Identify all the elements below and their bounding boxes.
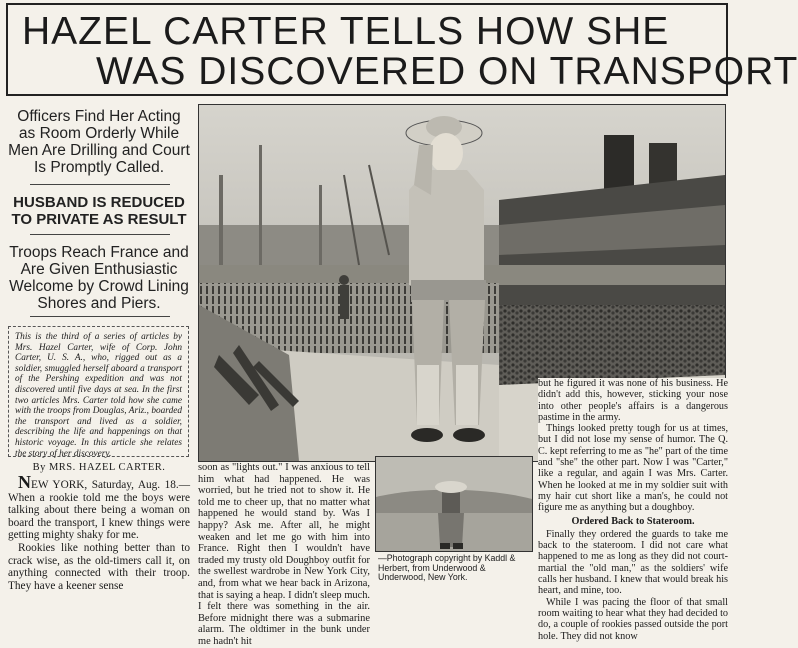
paragraph: soon as "lights out." I was anxious to tell him what had happened. He was worried, but he tried not to show it. He told me to cheer up, that no matter what happened he would stand by. Was I happy? Ask me. After all, he might weaken and let me go with him into France. Right then I wouldn't have traded my trusty old Doughboy outfit for the swellest wardrobe in New York City, and, from what we hear back in Arizona, that is saying a heap. I didn't sleep much. I felt there was something in the air. Before midnight there was a submarine alarm. The oldtimer in the bunk under me hadn't hit xyxy=(198,462,370,647)
deck-divider xyxy=(30,316,170,317)
subhead-deck-2: HUSBAND IS REDUCED TO PRIVATE AS RESULT xyxy=(11,194,187,228)
deck-divider xyxy=(30,234,170,235)
byline: By MRS. HAZEL CARTER. xyxy=(32,462,166,473)
lead-paragraph: EW YORK, Saturday, Aug. 18.—When a rookie told me the boys were talking about there being a woman on board the transport, I knew things were getting mighty shaky for me. xyxy=(8,479,190,542)
editor-note-box: This is the third of a series of articles by Mrs. Hazel Carter, wife of Corp. John Carter, U. S. A., who, rigged out as a soldier, smuggled herself aboard a transport of the Pershing expedition and was not discovered until five days at sea. In the first two articles Mrs. Carter told how she came with the troops from Douglas, Ariz., boarded the transport and lived as a soldier, describing the life and happenings on that historic voyage. In this article she relates the story of her discovery. xyxy=(8,326,189,457)
deck-divider xyxy=(30,184,170,185)
subhead-deck-3: Troops Reach France and Are Given Enthusiastic Welcome by Crowd Lining Shores and Piers. xyxy=(9,244,189,312)
drop-cap: N xyxy=(18,472,31,492)
paragraph: Rookies like nothing better than to crack wise, as the old-timers call it, on anything connected with their troop. They have a keener sense xyxy=(8,541,190,592)
photo-credit: —Photograph copyright by Kaddl & Herbert, from Underwood & Underwood, New York. xyxy=(378,553,516,583)
paragraph: but he figured it was none of his business. He didn't add this, however, sticking your nose into other people's affairs is a dangerous pastime in the army. xyxy=(538,378,728,423)
inset-illustration xyxy=(376,457,532,551)
article-column-3 xyxy=(538,378,728,642)
headline-line-1: HAZEL CARTER TELLS HOW SHE xyxy=(22,10,670,53)
headline-line-2: WAS DISCOVERED ON TRANSPORT xyxy=(96,50,798,93)
article-column-2 xyxy=(198,462,370,647)
subhead-deck-1: Officers Find Her Acting as Room Orderly While Men Are Drilling and Court Is Promptly Called. xyxy=(8,108,190,176)
paragraph: While I was pacing the floor of that small room waiting to hear what they had decided to do, a couple of rookies passed outside the port hole. They did not know xyxy=(538,596,728,642)
paragraph: Things looked pretty tough for us at times, but I did not lose my sense of humor. The Q. C. kept referring to me as "he" part of the time and "she" the other part. Now I was "Carter," like a regular, and again I was Mrs. Carter. When he looked at me in my soldier suit with my hair cut short like a man's, he could not figure me as anything but a doughboy. xyxy=(538,423,728,514)
inset-photograph xyxy=(375,456,533,552)
article-column-1 xyxy=(8,472,190,592)
paragraph: Finally they ordered the guards to take me back to the stateroom. I did not care what happened to me as long as they did not court-martial the "old man," as the soldiers' wife calls her husband. I knew that would break his heart, and mine, too. xyxy=(538,528,728,597)
headline-box xyxy=(6,3,798,96)
section-subhead: Ordered Back to Stateroom. xyxy=(571,515,695,527)
